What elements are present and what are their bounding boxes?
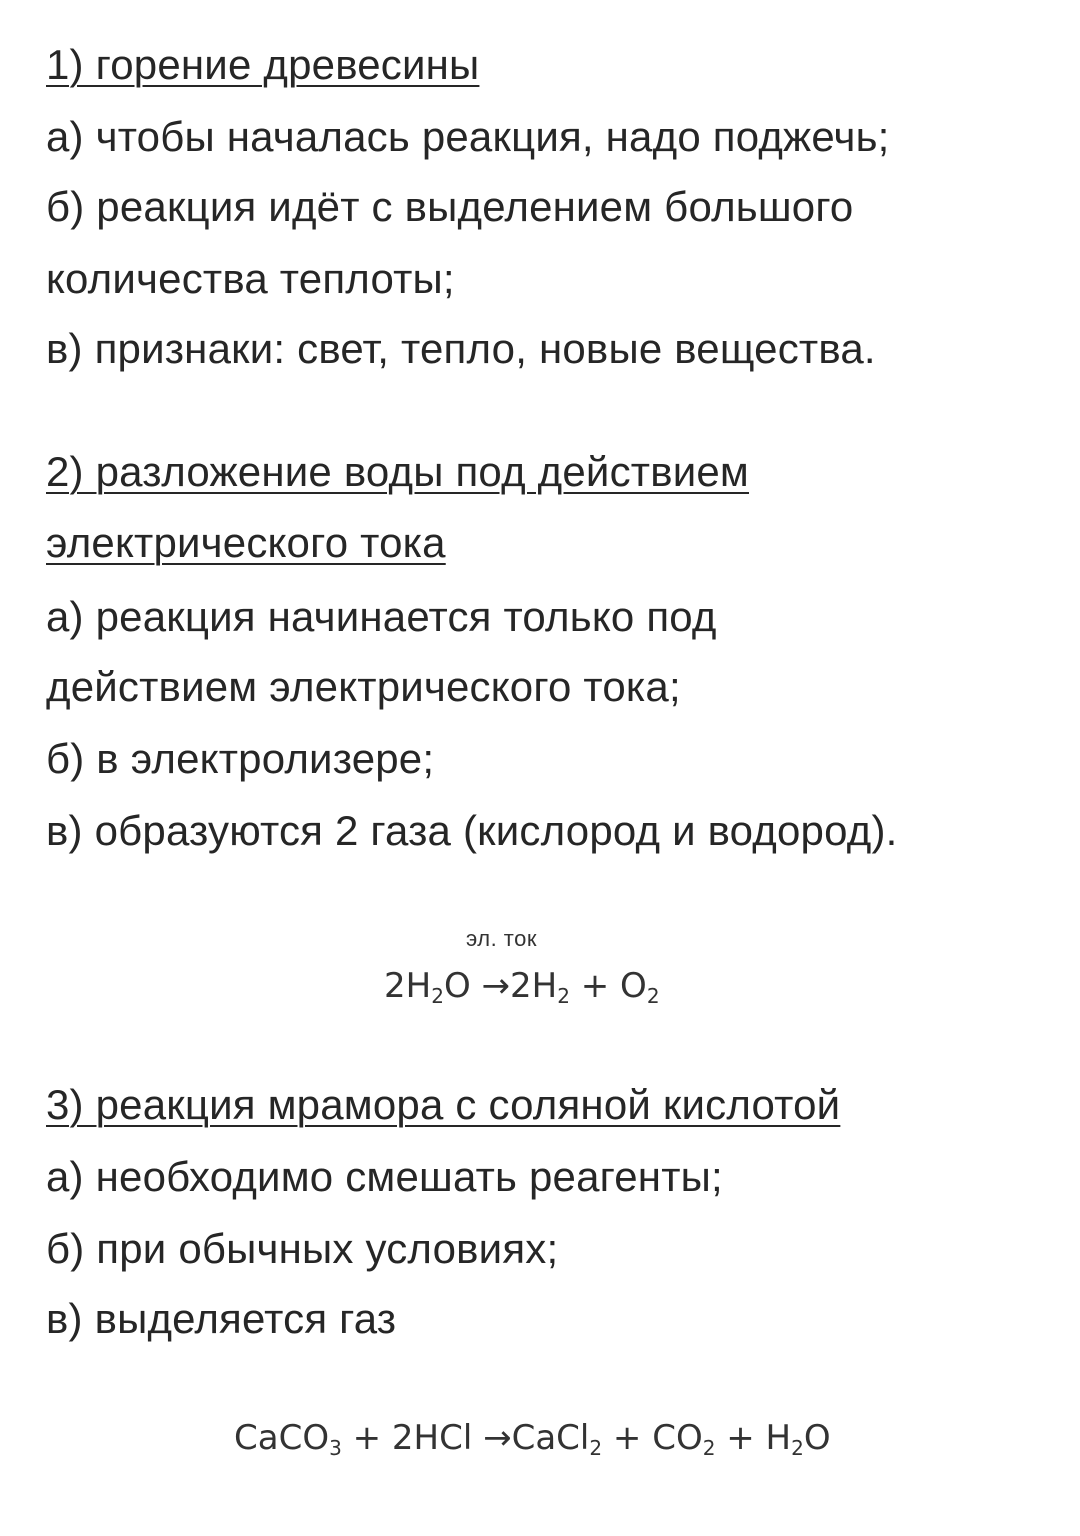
section-2-title-line-2: электрического тока <box>46 519 446 566</box>
section-3-title: 3) реакция мрамора с соляной кислотой <box>46 1081 841 1128</box>
section-1-item-c: в) признаки: свет, тепло, новые вещества. <box>46 325 876 372</box>
section-1-item-b: б) реакция идёт с выделением большого <box>46 183 854 230</box>
section-1-title: 1) горение древесины <box>46 41 480 88</box>
section-2-item-a: а) реакция начинается только под <box>46 593 717 640</box>
section-2-item-c: в) образуются 2 газа (кислород и водород). <box>46 807 898 854</box>
section-1-item-b-cont: количества теплоты; <box>46 255 455 302</box>
section-2-item-a-cont: действием электрического тока; <box>46 663 681 710</box>
section-2-item-b: б) в электролизере; <box>46 735 435 782</box>
section-1-item-a: а) чтобы началась реакция, надо поджечь; <box>46 113 890 160</box>
section-3-item-b: б) при обычных условиях; <box>46 1225 559 1272</box>
section-2-title-line-1: 2) разложение воды под действием <box>46 448 750 495</box>
section-3-item-a: а) необходимо смешать реагенты; <box>46 1153 723 1200</box>
equation-condition-label: эл. ток <box>466 926 537 951</box>
water-electrolysis-equation: $2H_2O \to 2H_2 + O_2$ <box>384 966 660 1008</box>
marble-acid-equation: CaCO$_3$ + 2HCl →CaCl$_2$ + $CO_2 + H_2O$ <box>234 1418 831 1460</box>
section-3-item-c: в) выделяется газ <box>46 1295 397 1342</box>
